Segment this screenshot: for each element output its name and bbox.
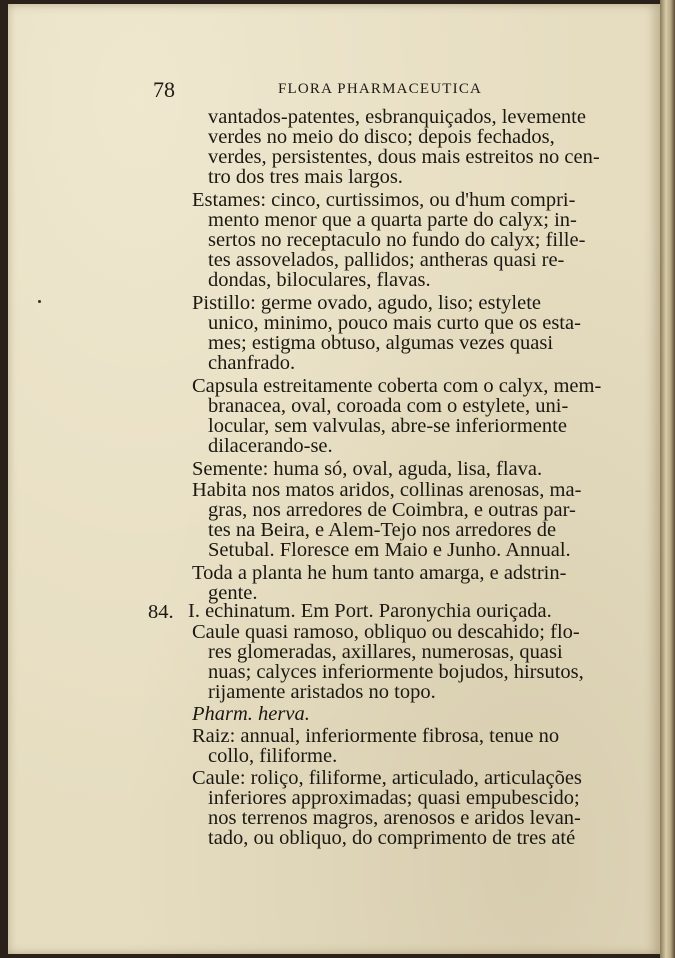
text-line: dilacerando-se. bbox=[208, 435, 333, 457]
running-head: FLORA PHARMACEUTICA bbox=[278, 81, 483, 97]
text-line: Capsula estreitamente coberta com o calyx, mem- bbox=[192, 375, 602, 397]
text-line: collo, filiforme. bbox=[208, 745, 338, 767]
text-line: verdes, persistentes, dous mais estreitos no cen- bbox=[208, 146, 600, 168]
text-line: nuas; calyces inferiormente bojudos, hirsutos, bbox=[208, 661, 584, 683]
text-line: nos terrenos magros, arenosos e aridos levan- bbox=[208, 807, 581, 829]
text-line: vantados-patentes, esbranquiçados, levemente bbox=[208, 106, 586, 128]
text-line: mento menor que a quarta parte do calyx; in- bbox=[208, 209, 577, 231]
text-line: Habita nos matos aridos, collinas arenosas, ma- bbox=[192, 479, 582, 501]
text-line: mes; estigma obtuso, algumas vezes quasi bbox=[208, 332, 554, 354]
text-line: I. echinatum. Em Port. Paronychia ouriçada. bbox=[188, 600, 552, 622]
text-line: sertos no receptaculo no fundo do calyx; fille- bbox=[208, 229, 586, 251]
page-header bbox=[8, 77, 660, 103]
text-line: Raiz: annual, inferiormente fibrosa, tenue no bbox=[192, 725, 560, 747]
text-line: dondas, biloculares, flavas. bbox=[208, 269, 431, 291]
text-line: Caule: roliço, filiforme, articulado, articulações bbox=[192, 767, 582, 789]
text-line: rijamente aristados no topo. bbox=[208, 681, 436, 703]
entry-number: 84. bbox=[148, 601, 174, 623]
page-edge bbox=[660, 0, 675, 958]
text-line: res glomeradas, axillares, numerosas, quasi bbox=[208, 641, 563, 663]
text-line: tes na Beira, e Alem-Tejo nos arredores de bbox=[208, 519, 557, 541]
page-number: 78 bbox=[153, 77, 175, 102]
text-line: gente. bbox=[208, 582, 258, 604]
text-line: Estames: cinco, curtissimos, ou d'hum compri- bbox=[192, 189, 576, 211]
text-line: Caule quasi ramoso, obliquo ou descahido; flo- bbox=[192, 621, 580, 643]
text-line: Pharm. herva. bbox=[192, 703, 310, 725]
text-line: Semente: huma só, oval, aguda, lisa, flava. bbox=[192, 458, 543, 480]
text-line: tro dos tres mais largos. bbox=[208, 166, 403, 188]
text-line: locular, sem valvulas, abre-se inferiormente bbox=[208, 415, 567, 437]
book-page bbox=[8, 4, 660, 954]
text-line: gras, nos arredores de Coimbra, e outras par- bbox=[208, 499, 576, 521]
text-line: Setubal. Floresce em Maio e Junho. Annual. bbox=[208, 539, 571, 561]
text-line: tes assovelados, pallidos; antheras quasi re- bbox=[208, 249, 565, 271]
text-line: Pistillo: germe ovado, agudo, liso; estylete bbox=[192, 292, 542, 314]
text-line: chanfrado. bbox=[208, 352, 296, 374]
text-line: branacea, oval, coroada com o estylete, uni- bbox=[208, 395, 569, 417]
text-line: verdes no meio do disco; depois fechados, bbox=[208, 126, 555, 148]
text-line: inferiores approximadas; quasi empubescido; bbox=[208, 787, 580, 809]
text-line: Toda a planta he hum tanto amarga, e adstrin- bbox=[192, 562, 567, 584]
text-line: unico, minimo, pouco mais curto que os esta- bbox=[208, 312, 581, 334]
text-line: tado, ou obliquo, do comprimento de tres até bbox=[208, 827, 576, 849]
ink-spot bbox=[38, 300, 41, 303]
